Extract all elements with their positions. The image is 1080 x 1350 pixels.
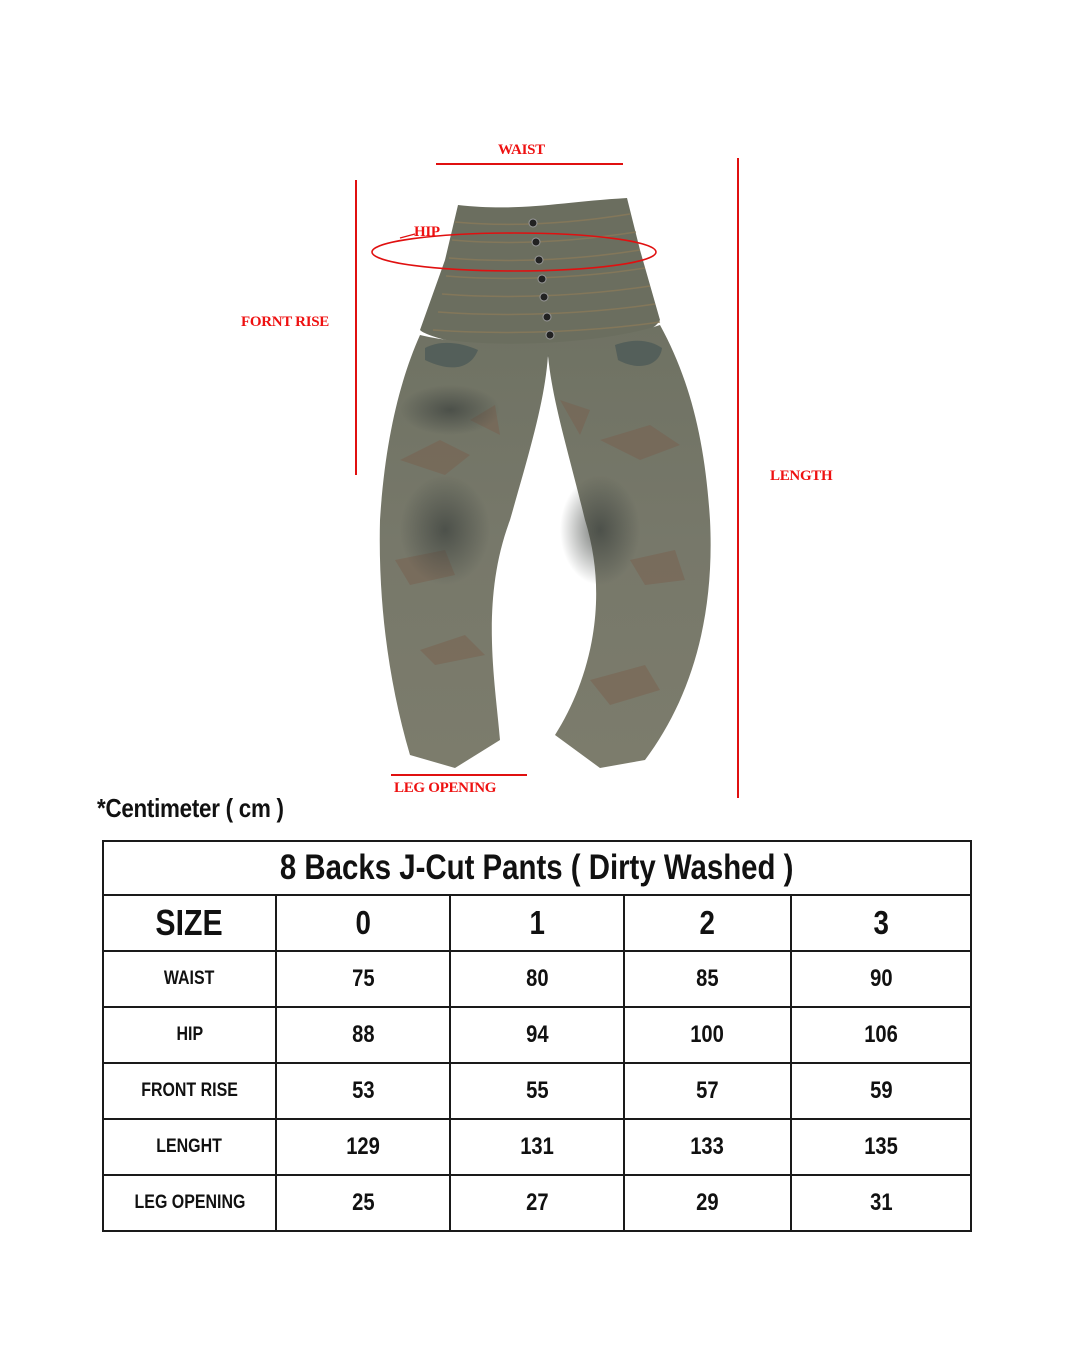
table-cell: 88 [276, 1007, 450, 1063]
size-column-header: 0 [276, 895, 450, 951]
front-rise-measure-line [355, 180, 357, 475]
table-cell: 29 [624, 1175, 791, 1231]
table-cell: 57 [624, 1063, 791, 1119]
size-chart-table [102, 840, 972, 1232]
table-cell: 25 [276, 1175, 450, 1231]
table-cell: 55 [450, 1063, 624, 1119]
length-measure-line [737, 158, 739, 798]
row-label: HIP [103, 1007, 276, 1063]
table-cell: 100 [624, 1007, 791, 1063]
unit-note: *Centimeter ( cm ) [97, 793, 284, 823]
table-row-leg-opening [103, 1175, 971, 1231]
table-cell: 85 [624, 951, 791, 1007]
front-rise-label: FORNT RISE [241, 314, 329, 330]
table-cell: 133 [624, 1119, 791, 1175]
row-label: LENGHT [103, 1119, 276, 1175]
row-label: LEG OPENING [103, 1175, 276, 1231]
length-label: LENGTH [770, 468, 833, 484]
waist-label: WAIST [498, 142, 545, 158]
table-cell: 131 [450, 1119, 624, 1175]
table-cell: 80 [450, 951, 624, 1007]
table-title: 8 Backs J-Cut Pants ( Dirty Washed ) [103, 841, 971, 895]
table-row-length [103, 1119, 971, 1175]
leg-opening-label: LEG OPENING [394, 780, 497, 796]
row-label: FRONT RISE [103, 1063, 276, 1119]
table-title-row [103, 841, 971, 895]
table-cell: 75 [276, 951, 450, 1007]
hip-label: HIP [414, 224, 440, 240]
table-cell: 31 [791, 1175, 971, 1231]
size-header-label: SIZE [103, 895, 276, 951]
row-label: WAIST [103, 951, 276, 1007]
hip-measure-ellipse [360, 220, 670, 280]
table-row-front-rise [103, 1063, 971, 1119]
table-cell: 59 [791, 1063, 971, 1119]
table-cell: 106 [791, 1007, 971, 1063]
table-cell: 129 [276, 1119, 450, 1175]
waist-measure-line [436, 163, 623, 165]
table-cell: 53 [276, 1063, 450, 1119]
size-column-header: 3 [791, 895, 971, 951]
table-row-waist [103, 951, 971, 1007]
table-cell: 90 [791, 951, 971, 1007]
table-header-row [103, 895, 971, 951]
size-column-header: 2 [624, 895, 791, 951]
table-cell: 27 [450, 1175, 624, 1231]
table-cell: 135 [791, 1119, 971, 1175]
size-column-header: 1 [450, 895, 624, 951]
table-row-hip [103, 1007, 971, 1063]
leg-opening-measure-line [391, 774, 527, 776]
table-cell: 94 [450, 1007, 624, 1063]
